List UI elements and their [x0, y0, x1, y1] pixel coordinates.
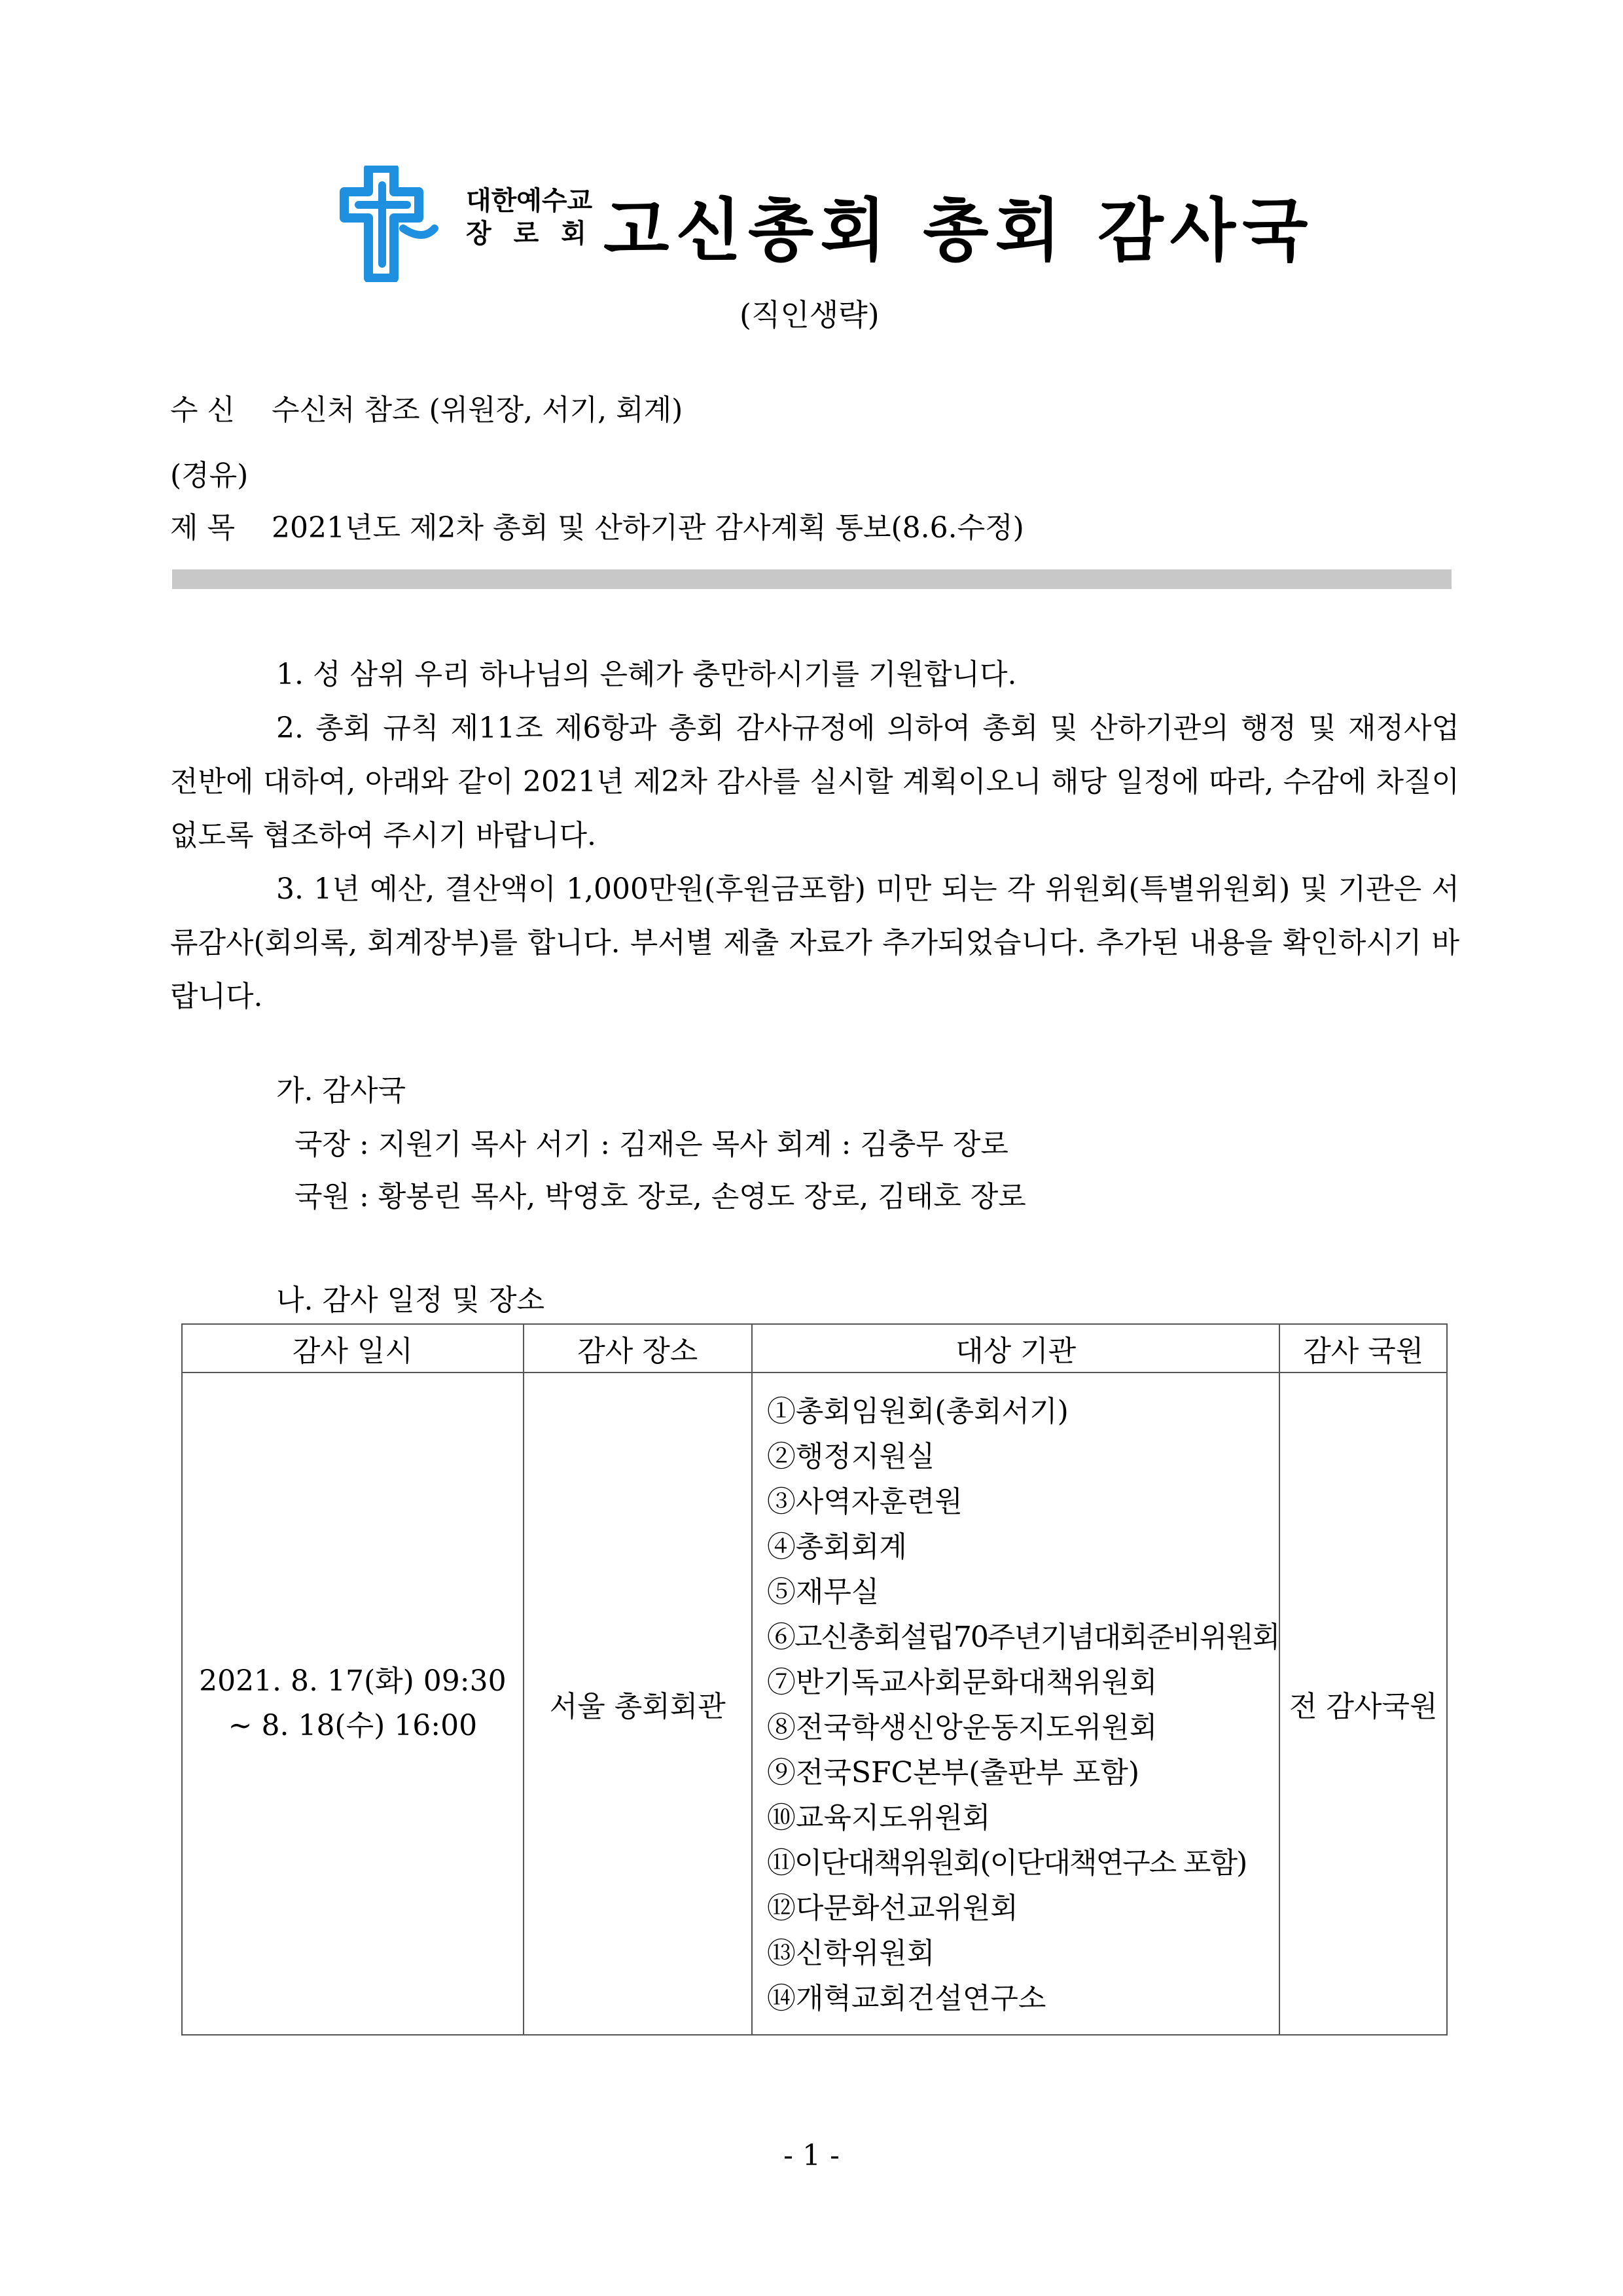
seal-omitted-note: (직인생략): [740, 297, 880, 332]
list-item: ⑤재무실: [766, 1575, 880, 1609]
recipient-value: 수신처 참조 (위원장, 서기, 회계): [272, 393, 683, 427]
recipient-line: [170, 386, 683, 428]
subject-label: 제 목: [170, 511, 235, 545]
list-item: ④총회회계: [766, 1530, 907, 1564]
audit-date-cell: [182, 1372, 524, 2035]
header-place: 감사 장소: [524, 1324, 752, 1372]
subject-value: 2021년도 제2차 총회 및 산하기관 감사계획 통보(8.6.수정): [272, 511, 1024, 545]
list-item: ①총회임원회(총회서기): [766, 1395, 1069, 1428]
via-line: (경유): [170, 459, 249, 492]
list-item: ②행정지원실: [766, 1440, 935, 1473]
header-divider-bar: [172, 569, 1452, 589]
subject-line: [170, 504, 1024, 546]
paragraph-1: 1. 성 삼위 우리 하나님의 은혜가 충만하시기를 기원합니다.: [276, 658, 1017, 691]
section-b-title: 나. 감사 일정 및 장소: [276, 1283, 544, 1317]
body-paragraphs: [170, 648, 1459, 1024]
list-item: ⑬신학위원회: [766, 1937, 935, 1970]
date-line-1: 2021. 8. 17(화) 09:30: [199, 1664, 507, 1698]
list-item: ⑩교육지도위원회: [766, 1801, 991, 1835]
list-item: ⑭개혁교회건설연구소: [766, 1982, 1046, 2015]
section-a-officers: 국장 : 지원기 목사 서기 : 김재은 목사 회계 : 김충무 장로: [294, 1128, 1008, 1161]
header-staff: 감사 국원: [1279, 1324, 1447, 1372]
org-main-title: 고신총회 총회 감사국: [603, 190, 1315, 270]
institution-list-cell: [752, 1372, 1280, 2035]
section-a-title: 가. 감사국: [276, 1074, 406, 1107]
list-item: ⑧전국학생신앙운동지도위원회: [766, 1711, 1158, 1744]
page-number: - 1 -: [783, 2139, 840, 2172]
table-row: [182, 1372, 1447, 2035]
paragraph-2: 2. 총회 규칙 제11조 제6항과 총회 감사규정에 의하여 총회 및 산하기관의 행정 및 재정사업 전반에 대하여, 아래와 같이 2021년 제2차 감사를 실시할 계획이오니 해당 일정에 따라, 수감에 차질이 없도록 협조하여 주시기 바랍니다.: [170, 711, 1459, 852]
table-header-row: [182, 1324, 1447, 1372]
paragraph-3: 3. 1년 예산, 결산액이 1,000만원(후원금포함) 미만 되는 각 위원회(특별위원회) 및 기관은 서류감사(회의록, 회계장부)를 합니다. 부서별 제출 자료가 추가되었습니다. 추가된 내용을 확인하시기 바랍니다.: [170, 872, 1460, 1013]
audit-schedule-table: [181, 1323, 1448, 2036]
list-item: ③사역자훈련원: [766, 1485, 963, 1518]
list-item: ⑨전국SFC본부(출판부 포함): [766, 1756, 1140, 1789]
list-item: ⑥고신총회설립70주년기념대회준비위원회: [766, 1621, 1279, 1654]
audit-staff-cell: 전 감사국원: [1279, 1372, 1447, 2035]
list-item: ⑫다문화선교위원회: [766, 1892, 1018, 1925]
church-cross-logo: [339, 166, 438, 282]
section-a-members: 국원 : 황봉린 목사, 박영호 장로, 손영도 장로, 김태호 장로: [294, 1180, 1026, 1213]
date-line-2: ~ 8. 18(수) 16:00: [228, 1709, 478, 1742]
list-item: ⑪이단대책위원회(이단대책연구소 포함): [766, 1846, 1247, 1880]
header-institution: 대상 기관: [752, 1324, 1280, 1372]
org-small-name: [466, 185, 609, 250]
org-small-line1: 대한예수교: [466, 186, 593, 216]
audit-place-cell: 서울 총회회관: [524, 1372, 752, 2035]
org-small-line2: 장로회: [466, 219, 609, 249]
header-date: 감사 일시: [182, 1324, 524, 1372]
recipient-label: 수 신: [170, 393, 235, 427]
list-item: ⑦반기독교사회문화대책위원회: [766, 1666, 1158, 1699]
